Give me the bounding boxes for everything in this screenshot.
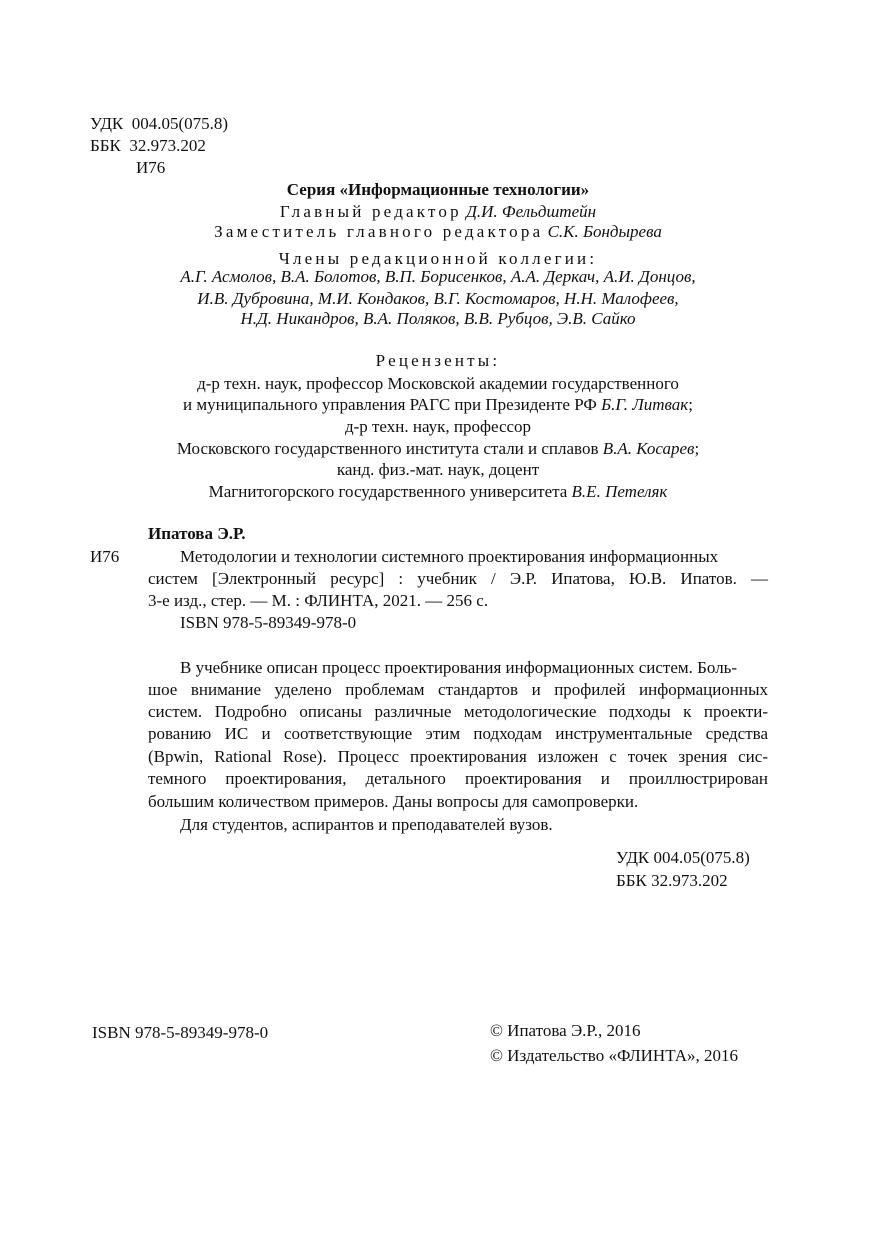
udk-code — [90, 113, 228, 135]
board-line: Н.Д. Никандров, В.А. Поляков, В.В. Рубцов, Э.В. Сайко — [240, 309, 636, 328]
reviewer-line: и муниципального управления РАГС при Президенте РФ Б.Г. Литвак; — [183, 395, 693, 414]
reviewer-line: канд. физ.-мат. наук, доцент — [336, 460, 540, 479]
reviewer-name: В.Е. Петеляк — [571, 482, 668, 501]
footer-udk: УДК 004.05(075.8) — [616, 848, 750, 867]
bbk-value: 32.973.202 — [129, 136, 206, 155]
biblio-line: Методологии и технологии системного проектирования информационных — [180, 547, 719, 566]
author-mark: И76 — [136, 158, 166, 177]
reviewer-line: д-р техн. наук, профессор — [344, 417, 532, 436]
footer-isbn: ISBN 978-5-89349-978-0 — [92, 1023, 269, 1042]
bbk-label: ББК — [90, 136, 121, 155]
reviewer-name: В.А. Косарев — [602, 439, 695, 458]
reviewer-line: Московского государственного института стали и сплавов В.А. Косарев; — [176, 439, 700, 458]
abstract-line: (Bpwin, Rational Rose). Процесс проектирования изложен с точек зрения сис- — [148, 747, 768, 766]
abstract-line: темного проектирования, детального проектирования и проиллюстрирован — [148, 769, 768, 788]
biblio-line: 3-е изд., стер. — М. : ФЛИНТА, 2021. — 256 с. — [148, 591, 489, 610]
board-line: И.В. Дубровина, М.И. Кондаков, В.Г. Костомаров, Н.Н. Малофеев, — [197, 289, 679, 308]
reviewer-line: Магнитогорского государственного университета В.Е. Петеляк — [208, 482, 668, 501]
abstract-audience: Для студентов, аспирантов и преподавателей вузов. — [180, 815, 553, 834]
board-line: А.Г. Асмолов, В.А. Болотов, В.П. Борисенков, А.А. Деркач, А.И. Донцов, — [180, 267, 696, 286]
copyright-publisher: © Издательство «ФЛИНТА», 2016 — [490, 1046, 739, 1065]
udk-label: УДК — [90, 114, 124, 133]
reviewers-title: Рецензенты: — [375, 351, 501, 370]
chief-editor — [0, 201, 876, 223]
chief-editor-role: Главный редактор — [279, 202, 462, 221]
deputy-editor-name: С.К. Бондырева — [547, 222, 662, 241]
abstract-line: систем. Подробно описаны различные методологические подходы к проекти- — [148, 702, 768, 721]
biblio-isbn: ISBN 978-5-89349-978-0 — [180, 613, 357, 632]
series-title: Серия «Информационные технологии» — [286, 180, 590, 199]
deputy-editor — [0, 221, 876, 243]
abstract-line: большим количеством примеров. Даны вопросы для самопроверки. — [148, 792, 639, 811]
bbk-code — [90, 135, 206, 157]
reviewer-name: Б.Г. Литвак — [601, 395, 689, 414]
deputy-editor-role: Заместитель главного редактора — [214, 222, 544, 241]
abstract-line: В учебнике описан процесс проектирования информационных систем. Боль- — [180, 658, 738, 677]
abstract-line: шое внимание уделено проблемам стандартов и профилей информационных — [148, 680, 768, 699]
footer-bbk: ББК 32.973.202 — [616, 871, 728, 890]
biblio-line: систем [Электронный ресурс] : учебник / Э.Р. Ипатова, Ю.В. Ипатов. — — [148, 569, 768, 588]
board-title: Члены редакционной коллегии: — [278, 249, 598, 268]
chief-editor-name: Д.И. Фельдштейн — [466, 202, 597, 221]
reviewer-line: д-р техн. наук, профессор Московской академии государственного — [197, 374, 679, 393]
abstract-line: рованию ИС и соответствующие этим подходам инструментальные средства — [148, 724, 768, 743]
biblio-author: Ипатова Э.Р. — [148, 524, 246, 543]
copyright-author: © Ипатова Э.Р., 2016 — [490, 1021, 641, 1040]
biblio-mark: И76 — [90, 547, 120, 566]
udk-value: 004.05(075.8) — [131, 114, 229, 133]
